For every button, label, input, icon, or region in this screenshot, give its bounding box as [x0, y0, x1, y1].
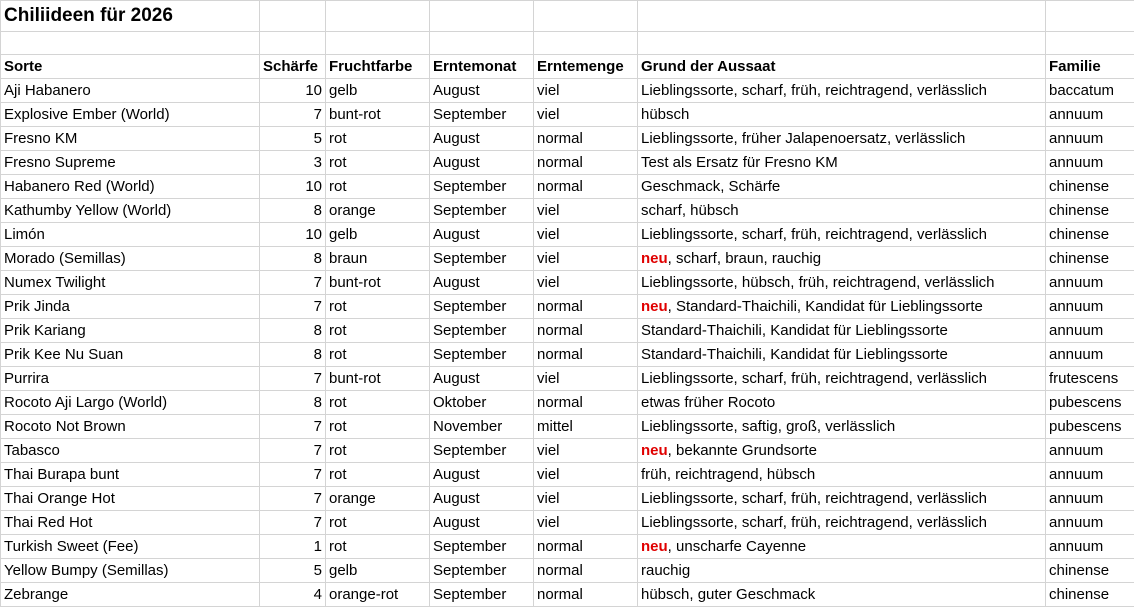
cell-familie[interactable]: annuum [1046, 511, 1134, 535]
table-row [1, 295, 1134, 319]
table-row [1, 79, 1134, 103]
cell-fruchtfarbe[interactable]: rot [326, 127, 430, 151]
sheet-title[interactable]: Chiliideen für 2026 [1, 1, 260, 32]
cell-erntemonat[interactable]: September [430, 439, 534, 463]
table-row [1, 439, 1134, 463]
cell-schaerfe[interactable]: 8 [260, 199, 326, 223]
cell-sorte[interactable]: Rocoto Aji Largo (World) [1, 391, 260, 415]
blank-row [1, 32, 1134, 55]
empty-cell[interactable] [1046, 1, 1134, 32]
grund-text: rauchig [641, 562, 691, 579]
grund-text: scharf, hübsch [641, 202, 739, 219]
cell-fruchtfarbe[interactable]: rot [326, 535, 430, 559]
cell-erntemenge[interactable]: normal [534, 559, 638, 583]
cell-erntemenge[interactable]: viel [534, 271, 638, 295]
grund-text: Lieblingssorte, scharf, früh, reichtragend, verlässlich [641, 490, 987, 507]
cell-erntemonat[interactable]: November [430, 415, 534, 439]
cell-erntemonat[interactable]: August [430, 511, 534, 535]
cell-grund[interactable] [638, 391, 1046, 415]
cell-schaerfe[interactable]: 7 [260, 487, 326, 511]
neu-marker: neu [641, 250, 668, 267]
grund-text: hübsch [641, 106, 690, 123]
cell-grund[interactable] [638, 487, 1046, 511]
cell-fruchtfarbe[interactable]: orange [326, 199, 430, 223]
empty-cell[interactable] [638, 1, 1046, 32]
table-row [1, 247, 1134, 271]
cell-grund[interactable] [638, 247, 1046, 271]
grund-text: Geschmack, Schärfe [641, 178, 781, 195]
cell-grund[interactable] [638, 175, 1046, 199]
table-row [1, 535, 1134, 559]
cell-grund[interactable] [638, 511, 1046, 535]
grund-text: Lieblingssorte, hübsch, früh, reichtragend, verlässlich [641, 274, 995, 291]
cell-erntemonat[interactable]: September [430, 295, 534, 319]
cell-grund[interactable] [638, 559, 1046, 583]
cell-grund[interactable] [638, 79, 1046, 103]
empty-cell[interactable] [1, 32, 260, 55]
empty-cell[interactable] [260, 32, 326, 55]
grund-text: Standard-Thaichili, Kandidat für Lieblingssorte [641, 322, 948, 339]
grund-text: hübsch, guter Geschmack [641, 586, 816, 603]
grund-text: , scharf, braun, rauchig [667, 250, 822, 267]
cell-erntemonat[interactable]: August [430, 487, 534, 511]
cell-grund[interactable] [638, 415, 1046, 439]
cell-erntemonat[interactable]: September [430, 247, 534, 271]
grund-text: Test als Ersatz für Fresno KM [641, 154, 838, 171]
cell-sorte[interactable]: Habanero Red (World) [1, 175, 260, 199]
table-row [1, 319, 1134, 343]
cell-grund[interactable] [638, 463, 1046, 487]
cell-sorte[interactable]: Zebrange [1, 583, 260, 607]
cell-fruchtfarbe[interactable]: rot [326, 463, 430, 487]
header-grund[interactable]: Grund der Aussaat [638, 55, 1046, 79]
cell-erntemonat[interactable]: September [430, 535, 534, 559]
grund-text: Lieblingssorte, scharf, früh, reichtragend, verlässlich [641, 226, 987, 243]
cell-schaerfe[interactable]: 7 [260, 415, 326, 439]
cell-erntemenge[interactable]: normal [534, 391, 638, 415]
cell-sorte[interactable]: Yellow Bumpy (Semillas) [1, 559, 260, 583]
cell-grund[interactable] [638, 127, 1046, 151]
cell-erntemonat[interactable]: September [430, 175, 534, 199]
cell-familie[interactable]: annuum [1046, 487, 1134, 511]
cell-erntemonat[interactable]: August [430, 271, 534, 295]
cell-erntemenge[interactable]: normal [534, 343, 638, 367]
cell-familie[interactable]: annuum [1046, 127, 1134, 151]
cell-schaerfe[interactable]: 10 [260, 79, 326, 103]
cell-fruchtfarbe[interactable]: rot [326, 415, 430, 439]
header-schaerfe[interactable]: Schärfe [260, 55, 326, 79]
cell-fruchtfarbe[interactable]: rot [326, 439, 430, 463]
cell-sorte[interactable]: Kathumby Yellow (World) [1, 199, 260, 223]
table-row [1, 343, 1134, 367]
cell-erntemonat[interactable]: August [430, 463, 534, 487]
table-row [1, 223, 1134, 247]
empty-cell[interactable] [326, 32, 430, 55]
cell-grund[interactable] [638, 367, 1046, 391]
cell-sorte[interactable]: Prik Jinda [1, 295, 260, 319]
cell-fruchtfarbe[interactable]: gelb [326, 559, 430, 583]
cell-erntemenge[interactable]: normal [534, 583, 638, 607]
empty-cell[interactable] [430, 1, 534, 32]
cell-erntemenge[interactable]: viel [534, 463, 638, 487]
cell-fruchtfarbe[interactable]: bunt-rot [326, 367, 430, 391]
neu-marker: neu [641, 538, 668, 555]
cell-familie[interactable]: annuum [1046, 271, 1134, 295]
header-erntemonat[interactable]: Erntemonat [430, 55, 534, 79]
cell-fruchtfarbe[interactable]: rot [326, 295, 430, 319]
cell-familie[interactable]: annuum [1046, 103, 1134, 127]
cell-familie[interactable]: annuum [1046, 151, 1134, 175]
cell-familie[interactable]: annuum [1046, 439, 1134, 463]
cell-sorte[interactable]: Thai Orange Hot [1, 487, 260, 511]
cell-fruchtfarbe[interactable]: rot [326, 319, 430, 343]
table-row [1, 487, 1134, 511]
cell-familie[interactable]: baccatum [1046, 79, 1134, 103]
cell-sorte[interactable]: Morado (Semillas) [1, 247, 260, 271]
cell-familie[interactable]: frutescens [1046, 367, 1134, 391]
title-row [1, 1, 1134, 32]
table-row [1, 103, 1134, 127]
table-row [1, 151, 1134, 175]
grund-text: , bekannte Grundsorte [667, 442, 817, 459]
grund-text: früh, reichtragend, hübsch [641, 466, 816, 483]
cell-schaerfe[interactable]: 7 [260, 271, 326, 295]
grund-text: Standard-Thaichili, Kandidat für Lieblingssorte [641, 346, 948, 363]
cell-fruchtfarbe[interactable]: rot [326, 391, 430, 415]
table-row [1, 391, 1134, 415]
cell-erntemenge[interactable]: normal [534, 127, 638, 151]
table-row [1, 199, 1134, 223]
cell-familie[interactable]: annuum [1046, 343, 1134, 367]
cell-familie[interactable]: chinense [1046, 199, 1134, 223]
cell-erntemenge[interactable]: viel [534, 439, 638, 463]
table-row [1, 559, 1134, 583]
cell-erntemenge[interactable]: normal [534, 151, 638, 175]
table-row [1, 583, 1134, 607]
cell-grund[interactable] [638, 439, 1046, 463]
cell-schaerfe[interactable]: 7 [260, 511, 326, 535]
cell-familie[interactable]: chinense [1046, 583, 1134, 607]
cell-fruchtfarbe[interactable]: orange [326, 487, 430, 511]
cell-sorte[interactable]: Fresno Supreme [1, 151, 260, 175]
cell-erntemonat[interactable]: September [430, 343, 534, 367]
cell-schaerfe[interactable]: 7 [260, 439, 326, 463]
header-row [1, 55, 1134, 79]
cell-erntemonat[interactable]: September [430, 103, 534, 127]
cell-grund[interactable] [638, 271, 1046, 295]
cell-erntemenge[interactable]: viel [534, 367, 638, 391]
cell-erntemenge[interactable]: mittel [534, 415, 638, 439]
cell-erntemenge[interactable]: viel [534, 103, 638, 127]
cell-grund[interactable] [638, 199, 1046, 223]
cell-sorte[interactable]: Aji Habanero [1, 79, 260, 103]
cell-familie[interactable]: chinense [1046, 247, 1134, 271]
cell-erntemonat[interactable]: Oktober [430, 391, 534, 415]
cell-erntemonat[interactable]: August [430, 127, 534, 151]
cell-schaerfe[interactable]: 5 [260, 127, 326, 151]
cell-schaerfe[interactable]: 8 [260, 247, 326, 271]
table-row [1, 271, 1134, 295]
cell-familie[interactable]: pubescens [1046, 415, 1134, 439]
cell-erntemenge[interactable]: normal [534, 295, 638, 319]
cell-sorte[interactable]: Rocoto Not Brown [1, 415, 260, 439]
cell-sorte[interactable]: Purrira [1, 367, 260, 391]
empty-cell[interactable] [260, 1, 326, 32]
empty-cell[interactable] [430, 32, 534, 55]
cell-erntemenge[interactable]: viel [534, 487, 638, 511]
neu-marker: neu [641, 442, 668, 459]
cell-grund[interactable] [638, 223, 1046, 247]
cell-familie[interactable]: annuum [1046, 535, 1134, 559]
cell-sorte[interactable]: Turkish Sweet (Fee) [1, 535, 260, 559]
cell-erntemonat[interactable]: September [430, 583, 534, 607]
cell-sorte[interactable]: Thai Burapa bunt [1, 463, 260, 487]
empty-cell[interactable] [326, 1, 430, 32]
cell-sorte[interactable]: Numex Twilight [1, 271, 260, 295]
cell-schaerfe[interactable]: 7 [260, 295, 326, 319]
header-familie[interactable]: Familie [1046, 55, 1134, 79]
cell-fruchtfarbe[interactable]: bunt-rot [326, 103, 430, 127]
header-fruchtfarbe[interactable]: Fruchtfarbe [326, 55, 430, 79]
cell-fruchtfarbe[interactable]: rot [326, 151, 430, 175]
cell-erntemenge[interactable]: viel [534, 247, 638, 271]
cell-familie[interactable]: chinense [1046, 175, 1134, 199]
cell-sorte[interactable]: Explosive Ember (World) [1, 103, 260, 127]
grund-text: , unscharfe Cayenne [667, 538, 807, 555]
cell-erntemonat[interactable]: August [430, 223, 534, 247]
grund-text: Lieblingssorte, früher Jalapenoersatz, verlässlich [641, 130, 966, 147]
table-row [1, 511, 1134, 535]
cell-schaerfe[interactable]: 7 [260, 463, 326, 487]
cell-familie[interactable]: chinense [1046, 223, 1134, 247]
cell-schaerfe[interactable]: 8 [260, 343, 326, 367]
cell-fruchtfarbe[interactable]: rot [326, 511, 430, 535]
cell-erntemenge[interactable]: viel [534, 79, 638, 103]
cell-erntemonat[interactable]: September [430, 199, 534, 223]
table-row [1, 367, 1134, 391]
cell-schaerfe[interactable]: 8 [260, 319, 326, 343]
cell-erntemonat[interactable]: September [430, 559, 534, 583]
empty-cell[interactable] [534, 1, 638, 32]
cell-erntemenge[interactable]: viel [534, 511, 638, 535]
cell-schaerfe[interactable]: 5 [260, 559, 326, 583]
cell-sorte[interactable]: Tabasco [1, 439, 260, 463]
cell-fruchtfarbe[interactable]: braun [326, 247, 430, 271]
cell-schaerfe[interactable]: 7 [260, 367, 326, 391]
table-row [1, 415, 1134, 439]
cell-erntemenge[interactable]: normal [534, 175, 638, 199]
grund-text: Lieblingssorte, scharf, früh, reichtragend, verlässlich [641, 370, 987, 387]
cell-fruchtfarbe[interactable]: orange-rot [326, 583, 430, 607]
cell-familie[interactable]: annuum [1046, 463, 1134, 487]
header-sorte[interactable]: Sorte [1, 55, 260, 79]
cell-schaerfe[interactable]: 10 [260, 223, 326, 247]
cell-schaerfe[interactable]: 4 [260, 583, 326, 607]
grund-text: Lieblingssorte, scharf, früh, reichtragend, verlässlich [641, 82, 987, 99]
cell-fruchtfarbe[interactable]: gelb [326, 79, 430, 103]
cell-grund[interactable] [638, 103, 1046, 127]
cell-fruchtfarbe[interactable]: rot [326, 175, 430, 199]
cell-grund[interactable] [638, 319, 1046, 343]
cell-grund[interactable] [638, 295, 1046, 319]
cell-familie[interactable]: annuum [1046, 295, 1134, 319]
cell-familie[interactable]: chinense [1046, 559, 1134, 583]
cell-erntemonat[interactable]: September [430, 319, 534, 343]
cell-sorte[interactable]: Prik Kariang [1, 319, 260, 343]
cell-erntemonat[interactable]: August [430, 151, 534, 175]
grund-text: , Standard-Thaichili, Kandidat für Lieblingssorte [667, 298, 983, 315]
grund-text: etwas früher Rocoto [641, 394, 776, 411]
cell-sorte[interactable]: Limón [1, 223, 260, 247]
cell-grund[interactable] [638, 151, 1046, 175]
cell-erntemenge[interactable]: normal [534, 535, 638, 559]
cell-grund[interactable] [638, 583, 1046, 607]
cell-schaerfe[interactable]: 3 [260, 151, 326, 175]
cell-schaerfe[interactable]: 7 [260, 103, 326, 127]
cell-grund[interactable] [638, 343, 1046, 367]
cell-fruchtfarbe[interactable]: bunt-rot [326, 271, 430, 295]
table-row [1, 463, 1134, 487]
table-row [1, 127, 1134, 151]
cell-fruchtfarbe[interactable]: rot [326, 343, 430, 367]
cell-sorte[interactable]: Thai Red Hot [1, 511, 260, 535]
cell-schaerfe[interactable]: 8 [260, 391, 326, 415]
empty-cell[interactable] [638, 32, 1046, 55]
cell-erntemenge[interactable]: viel [534, 223, 638, 247]
cell-sorte[interactable]: Prik Kee Nu Suan [1, 343, 260, 367]
cell-schaerfe[interactable]: 10 [260, 175, 326, 199]
grund-text: Lieblingssorte, saftig, groß, verlässlich [641, 418, 896, 435]
cell-grund[interactable] [638, 535, 1046, 559]
cell-familie[interactable]: annuum [1046, 319, 1134, 343]
cell-familie[interactable]: pubescens [1046, 391, 1134, 415]
cell-fruchtfarbe[interactable]: gelb [326, 223, 430, 247]
cell-erntemenge[interactable]: viel [534, 199, 638, 223]
cell-sorte[interactable]: Fresno KM [1, 127, 260, 151]
empty-cell[interactable] [534, 32, 638, 55]
table-row [1, 175, 1134, 199]
grund-text: Lieblingssorte, scharf, früh, reichtragend, verlässlich [641, 514, 987, 531]
neu-marker: neu [641, 298, 668, 315]
cell-schaerfe[interactable]: 1 [260, 535, 326, 559]
empty-cell[interactable] [1046, 32, 1134, 55]
cell-erntemonat[interactable]: August [430, 79, 534, 103]
header-erntemenge[interactable]: Erntemenge [534, 55, 638, 79]
cell-erntemenge[interactable]: normal [534, 319, 638, 343]
cell-erntemonat[interactable]: August [430, 367, 534, 391]
